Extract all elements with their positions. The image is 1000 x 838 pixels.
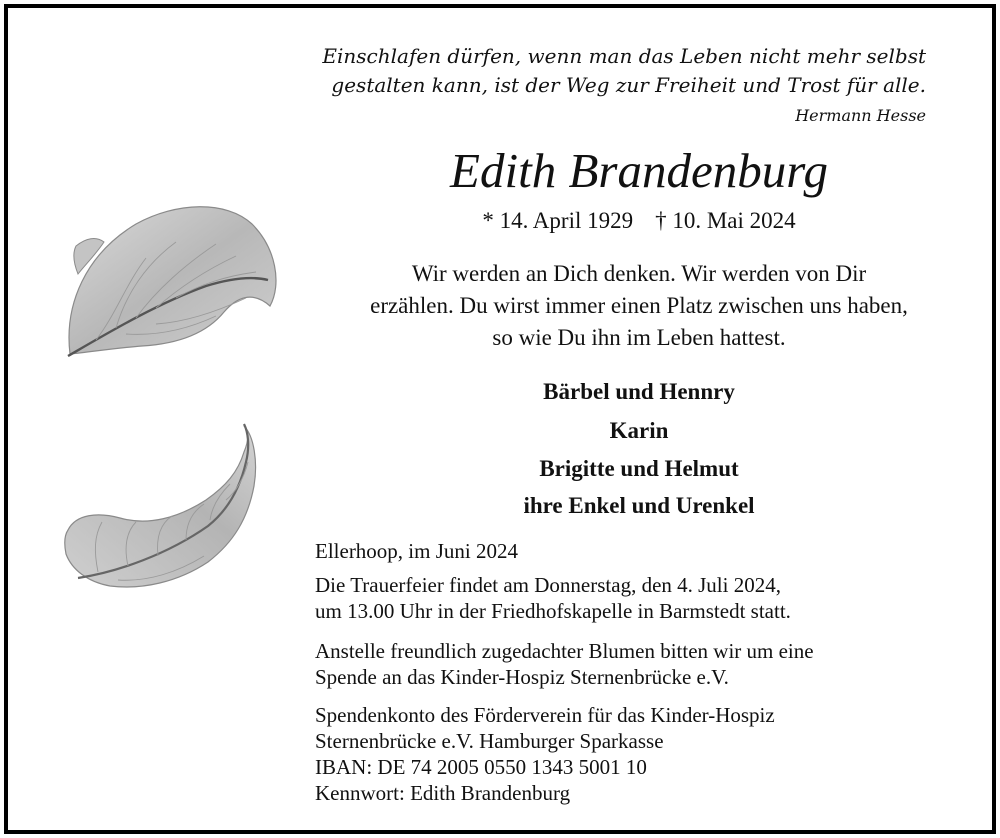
quote-line: Einschlafen dürfen, wenn man das Leben nicht mehr selbst: [322, 44, 926, 68]
place-date: Ellerhoop, im Juni 2024: [315, 539, 518, 563]
mourner-name: Brigitte und Helmut: [539, 456, 739, 481]
bank-account-line: Spendenkonto des Förderverein für das Kinder-Hospiz: [315, 703, 775, 727]
reference-keyword: Kennwort: Edith Brandenburg: [315, 781, 571, 805]
life-dates: [308, 206, 970, 236]
deceased-name: Edith Brandenburg: [450, 143, 828, 198]
poem-line: Wir werden an Dich denken. Wir werden von Dir: [411, 261, 867, 286]
mourner-name: ihre Enkel und Urenkel: [523, 493, 755, 518]
obituary-frame: [4, 4, 996, 834]
quote-author: Hermann Hesse: [795, 106, 926, 125]
donation-request-line: Anstelle freundlich zugedachter Blumen bitten wir um eine: [315, 639, 814, 663]
donation-request-line: Spende an das Kinder-Hospiz Sternenbrücke e.V.: [315, 665, 729, 689]
poem-line: erzählen. Du wirst immer einen Platz zwischen uns haben,: [370, 293, 908, 318]
iban: IBAN: DE 74 2005 0550 1343 5001 10: [315, 755, 647, 779]
funeral-info-line: um 13.00 Uhr in der Friedhofskapelle in Barmstedt statt.: [315, 599, 791, 623]
funeral-info-line: Die Trauerfeier findet am Donnerstag, den 4. Juli 2024,: [315, 573, 781, 597]
death-date: † 10. Mai 2024: [655, 208, 796, 233]
mourner-name: Bärbel und Hennry: [543, 379, 735, 404]
poem-line: so wie Du ihn im Leben hattest.: [492, 325, 786, 350]
bank-account-line: Sternenbrücke e.V. Hamburger Sparkasse: [315, 729, 664, 753]
quote-line: gestalten kann, ist der Weg zur Freiheit und Trost für alle.: [331, 73, 926, 97]
obituary-content: [8, 8, 992, 830]
mourner-name: Karin: [609, 418, 669, 443]
birth-date: * 14. April 1929: [482, 208, 634, 233]
